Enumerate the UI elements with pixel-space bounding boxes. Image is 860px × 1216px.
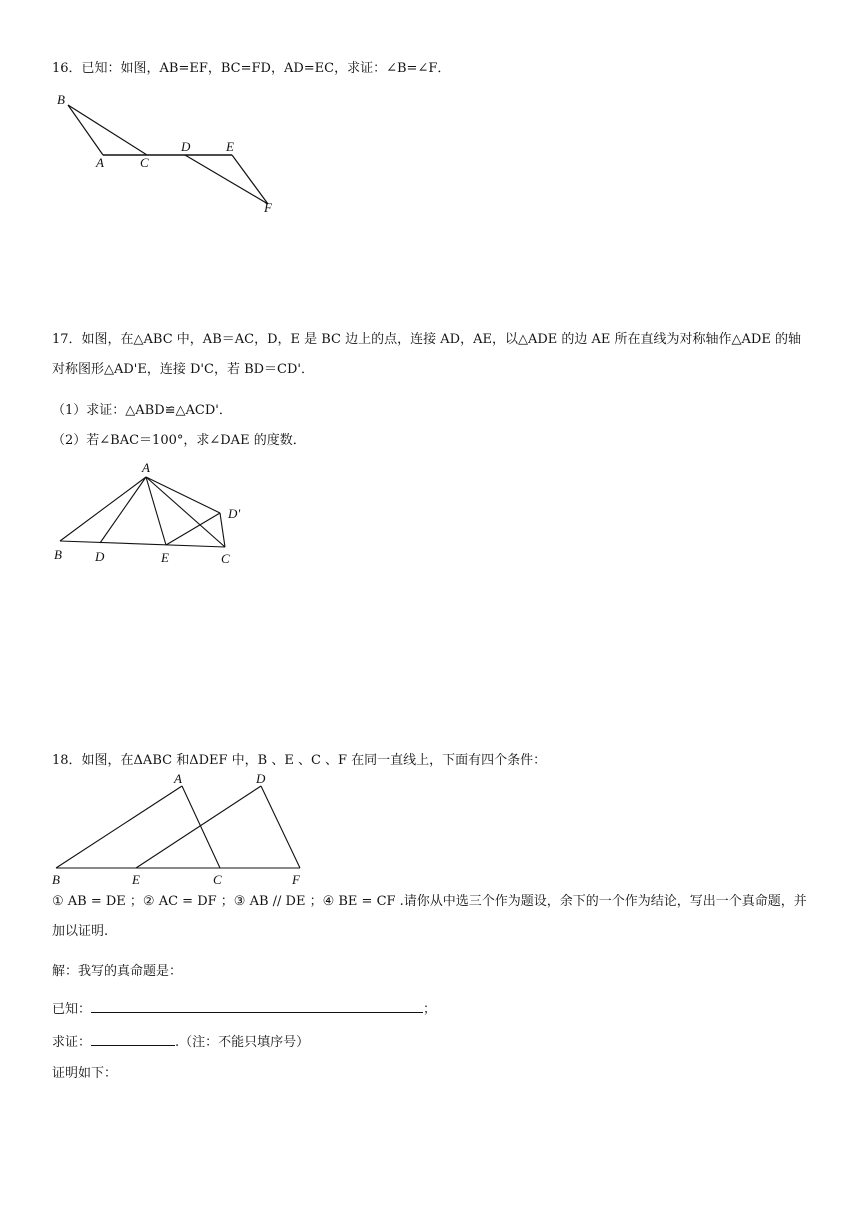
q18-label-b: B <box>52 872 60 887</box>
q18-segment-df <box>261 786 300 868</box>
q17-label-d: D <box>95 549 105 564</box>
q18-label-e: E <box>132 872 140 887</box>
q17-segment-dpe <box>166 513 220 545</box>
q16-segment-ba <box>68 105 103 155</box>
q16-segment-ef <box>232 155 268 204</box>
q17-part1: （1）求证：△ABD≌△ACD'． <box>52 403 232 418</box>
q18-label-f: F <box>292 872 300 887</box>
q18-label-c: C <box>213 872 222 887</box>
q18-conditions: ① AB = DE ；② AC = DF ；③ AB // DE ；④ BE = CF .请你从中选三个作为题设，余下的一个作为结论，写出一个真命题，并加以证明. <box>52 894 807 939</box>
q17-segment-dpc <box>220 513 225 547</box>
q17-figure <box>50 455 260 575</box>
q17-label-b: B <box>54 547 62 562</box>
q16-label-a: A <box>96 155 104 170</box>
q18-segment-ac <box>182 786 220 868</box>
q18-prove-row <box>52 1031 309 1052</box>
q18-prove-blank[interactable] <box>91 1031 175 1046</box>
q17-part2: （2）若∠BAC＝100°，求∠DAE 的度数． <box>52 433 306 448</box>
q17-segment-adp <box>146 477 220 513</box>
q18-figure <box>50 770 310 890</box>
q18-given-end: ； <box>423 1002 437 1017</box>
q16-label-d: D <box>181 139 191 154</box>
q18-text: 18．如图，在ΔABC 和ΔDEF 中，B 、E 、C 、F 在同一直线上，下面有四个条件： <box>52 753 547 768</box>
q17-text: 17．如图，在△ABC 中，AB＝AC，D，E 是 BC 边上的点，连接 AD，AE，以△ADE 的边 AE 所在直线为对称轴作△ADE 的轴对称图形△AD'E，连接 D'C，若 BD＝CD'． <box>52 332 801 377</box>
q17-segment-ab <box>60 477 146 541</box>
q17-segment-ad <box>100 477 146 543</box>
q18-prove-note: .（注：不能只填序号） <box>175 1035 310 1050</box>
q18-answer-intro: 解：我写的真命题是： <box>52 964 183 979</box>
q16-segment-bc <box>68 105 147 155</box>
q18-proof-label: 证明如下： <box>52 1066 118 1081</box>
q18-given-blank[interactable] <box>91 998 423 1013</box>
q16-label-e: E <box>226 139 234 154</box>
q17-segment-ae <box>146 477 166 545</box>
q16-text: 16．已知：如图，AB=EF，BC=FD，AD=EC，求证：∠B=∠F． <box>52 61 451 76</box>
q16-figure <box>50 88 290 218</box>
q16-segment-df <box>185 155 268 204</box>
q17-segment-bc <box>60 541 225 547</box>
q17-label-c: C <box>221 551 230 566</box>
q18-prove-label: 求证： <box>52 1035 92 1050</box>
q17-label-e: E <box>161 550 169 565</box>
q16-label-b: B <box>57 92 65 107</box>
q16-label-c: C <box>140 155 149 170</box>
q17-label-dp: D' <box>228 506 241 521</box>
q17-segment-ac <box>146 477 225 547</box>
q18-given-row <box>52 998 436 1019</box>
q16-label-f: F <box>264 200 272 215</box>
q18-label-a: A <box>174 771 182 786</box>
q18-label-d: D <box>256 771 266 786</box>
q18-segment-de <box>136 786 261 868</box>
q18-given-label: 已知： <box>52 1002 92 1017</box>
q17-label-a: A <box>142 460 150 475</box>
q18-segment-ab <box>56 786 182 868</box>
